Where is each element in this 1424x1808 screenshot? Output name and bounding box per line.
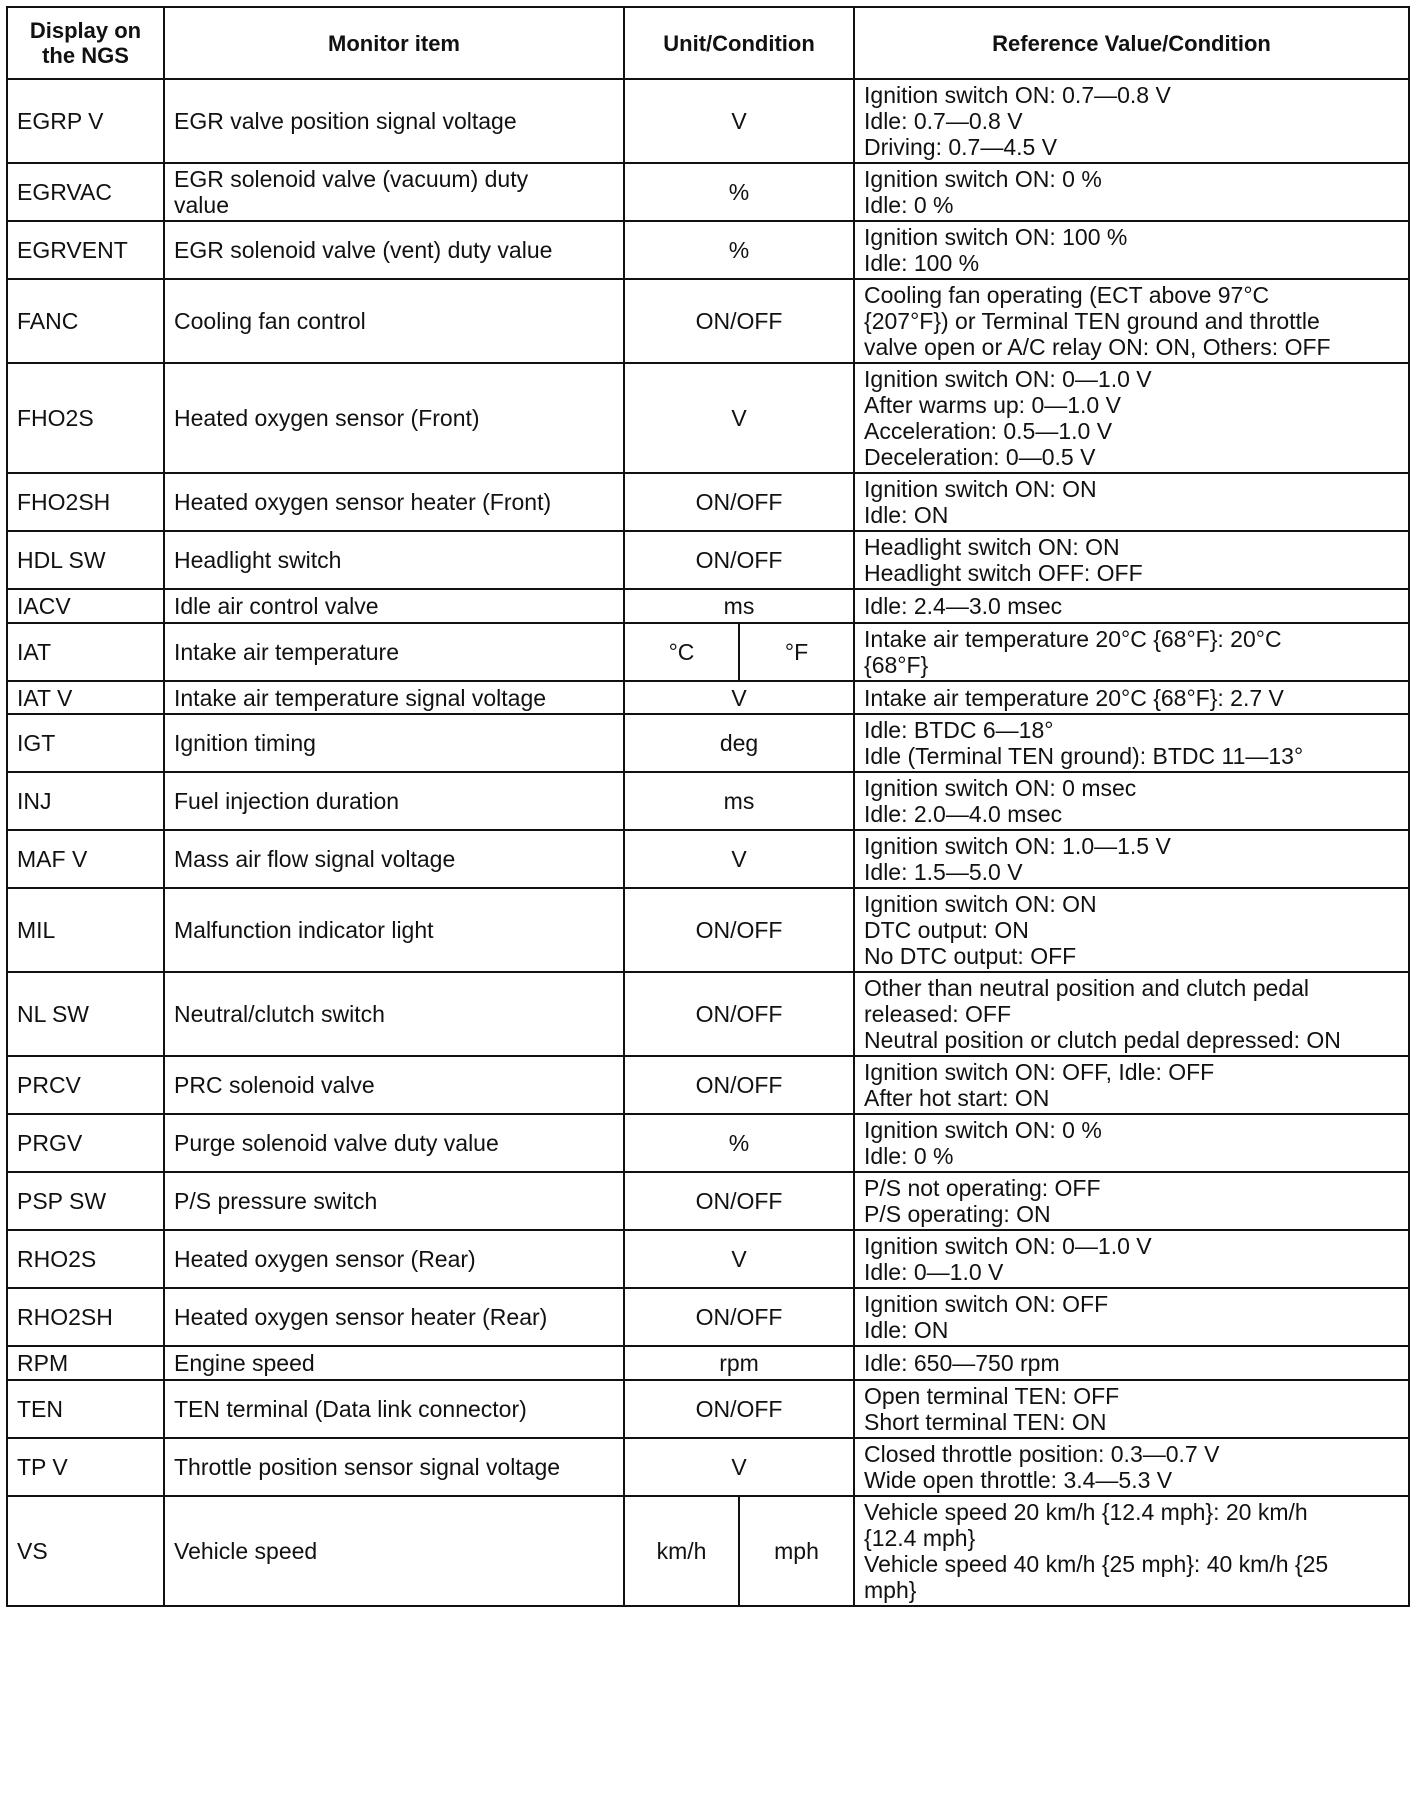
cell-monitor-item: Idle air control valve xyxy=(164,589,624,623)
cell-unit-metric: °C xyxy=(624,623,739,681)
table-row xyxy=(7,1438,1409,1496)
table-row xyxy=(7,163,1409,221)
cell-reference-value: Idle: 650—750 rpm xyxy=(854,1346,1409,1380)
cell-display-on-ngs: INJ xyxy=(7,772,164,830)
cell-display-on-ngs: VS xyxy=(7,1496,164,1606)
cell-display-on-ngs: HDL SW xyxy=(7,531,164,589)
cell-monitor-item: EGR valve position signal voltage xyxy=(164,79,624,163)
cell-display-on-ngs: PRCV xyxy=(7,1056,164,1114)
cell-reference-value: Ignition switch ON: ON Idle: ON xyxy=(854,473,1409,531)
cell-unit-condition: % xyxy=(624,163,854,221)
table-row xyxy=(7,1172,1409,1230)
cell-monitor-item: Engine speed xyxy=(164,1346,624,1380)
cell-unit-condition: V xyxy=(624,681,854,714)
cell-display-on-ngs: FHO2SH xyxy=(7,473,164,531)
cell-display-on-ngs: RHO2S xyxy=(7,1230,164,1288)
cell-reference-value: Intake air temperature 20°C {68°F}: 2.7 V xyxy=(854,681,1409,714)
cell-reference-value: Ignition switch ON: 0 % Idle: 0 % xyxy=(854,163,1409,221)
cell-unit-condition: ON/OFF xyxy=(624,972,854,1056)
header-reference-value: Reference Value/Condition xyxy=(854,7,1409,79)
table-row xyxy=(7,1230,1409,1288)
table-row xyxy=(7,714,1409,772)
cell-monitor-item: EGR solenoid valve (vent) duty value xyxy=(164,221,624,279)
cell-unit-condition: deg xyxy=(624,714,854,772)
cell-display-on-ngs: PRGV xyxy=(7,1114,164,1172)
table-row xyxy=(7,363,1409,473)
cell-monitor-item: Heated oxygen sensor heater (Rear) xyxy=(164,1288,624,1346)
table-row xyxy=(7,830,1409,888)
cell-monitor-item: Malfunction indicator light xyxy=(164,888,624,972)
cell-unit-condition: V xyxy=(624,830,854,888)
cell-monitor-item: Heated oxygen sensor (Rear) xyxy=(164,1230,624,1288)
cell-reference-value: Ignition switch ON: 0—1.0 V After warms up: 0—1.0 V Acceleration: 0.5—1.0 V Deceleration: 0—0.5 V xyxy=(854,363,1409,473)
cell-display-on-ngs: RHO2SH xyxy=(7,1288,164,1346)
cell-unit-condition: ON/OFF xyxy=(624,1288,854,1346)
cell-unit-condition: V xyxy=(624,1230,854,1288)
cell-reference-value: Idle: BTDC 6—18° Idle (Terminal TEN ground): BTDC 11—13° xyxy=(854,714,1409,772)
cell-reference-value: Intake air temperature 20°C {68°F}: 20°C {68°F} xyxy=(854,623,1409,681)
cell-unit-imperial: mph xyxy=(739,1496,854,1606)
cell-reference-value: Other than neutral position and clutch pedal released: OFF Neutral position or clutch pedal depressed: ON xyxy=(854,972,1409,1056)
cell-unit-condition: ON/OFF xyxy=(624,531,854,589)
cell-unit-condition: ON/OFF xyxy=(624,1172,854,1230)
cell-reference-value: Cooling fan operating (ECT above 97°C {207°F}) or Terminal TEN ground and throttle valve open or A/C relay ON: ON, Others: OFF xyxy=(854,279,1409,363)
cell-reference-value: P/S not operating: OFF P/S operating: ON xyxy=(854,1172,1409,1230)
cell-display-on-ngs: RPM xyxy=(7,1346,164,1380)
cell-display-on-ngs: IAT V xyxy=(7,681,164,714)
cell-reference-value: Idle: 2.4—3.0 msec xyxy=(854,589,1409,623)
table-row xyxy=(7,1114,1409,1172)
cell-monitor-item: Fuel injection duration xyxy=(164,772,624,830)
cell-reference-value: Ignition switch ON: 0 msec Idle: 2.0—4.0 msec xyxy=(854,772,1409,830)
cell-unit-condition: V xyxy=(624,363,854,473)
cell-display-on-ngs: IGT xyxy=(7,714,164,772)
cell-display-on-ngs: FHO2S xyxy=(7,363,164,473)
cell-monitor-item: Cooling fan control xyxy=(164,279,624,363)
cell-reference-value: Ignition switch ON: OFF, Idle: OFF After hot start: ON xyxy=(854,1056,1409,1114)
cell-unit-condition: ON/OFF xyxy=(624,1380,854,1438)
cell-display-on-ngs: EGRVENT xyxy=(7,221,164,279)
table-row xyxy=(7,623,1409,681)
cell-unit-condition: V xyxy=(624,79,854,163)
cell-unit-condition: ms xyxy=(624,772,854,830)
cell-reference-value: Open terminal TEN: OFF Short terminal TEN: ON xyxy=(854,1380,1409,1438)
cell-display-on-ngs: FANC xyxy=(7,279,164,363)
cell-unit-condition: % xyxy=(624,221,854,279)
table-row xyxy=(7,681,1409,714)
table-row xyxy=(7,473,1409,531)
cell-reference-value: Ignition switch ON: 0—1.0 V Idle: 0—1.0 V xyxy=(854,1230,1409,1288)
cell-monitor-item: Purge solenoid valve duty value xyxy=(164,1114,624,1172)
cell-reference-value: Ignition switch ON: 0 % Idle: 0 % xyxy=(854,1114,1409,1172)
cell-display-on-ngs: TP V xyxy=(7,1438,164,1496)
cell-monitor-item: Heated oxygen sensor (Front) xyxy=(164,363,624,473)
cell-monitor-item: Vehicle speed xyxy=(164,1496,624,1606)
table-row xyxy=(7,1288,1409,1346)
table-row xyxy=(7,279,1409,363)
table-row xyxy=(7,888,1409,972)
cell-unit-condition: ON/OFF xyxy=(624,888,854,972)
table-row xyxy=(7,1496,1409,1606)
cell-reference-value: Ignition switch ON: OFF Idle: ON xyxy=(854,1288,1409,1346)
cell-monitor-item: P/S pressure switch xyxy=(164,1172,624,1230)
cell-display-on-ngs: IAT xyxy=(7,623,164,681)
cell-unit-condition: ON/OFF xyxy=(624,1056,854,1114)
cell-unit-condition: V xyxy=(624,1438,854,1496)
cell-monitor-item: TEN terminal (Data link connector) xyxy=(164,1380,624,1438)
cell-unit-metric: km/h xyxy=(624,1496,739,1606)
cell-monitor-item: PRC solenoid valve xyxy=(164,1056,624,1114)
cell-monitor-item: Heated oxygen sensor heater (Front) xyxy=(164,473,624,531)
cell-monitor-item: Mass air flow signal voltage xyxy=(164,830,624,888)
cell-reference-value: Closed throttle position: 0.3—0.7 V Wide open throttle: 3.4—5.3 V xyxy=(854,1438,1409,1496)
cell-display-on-ngs: IACV xyxy=(7,589,164,623)
cell-unit-condition: % xyxy=(624,1114,854,1172)
cell-monitor-item: Neutral/clutch switch xyxy=(164,972,624,1056)
cell-unit-condition: ON/OFF xyxy=(624,279,854,363)
table-row xyxy=(7,221,1409,279)
cell-reference-value: Ignition switch ON: 1.0—1.5 V Idle: 1.5—5.0 V xyxy=(854,830,1409,888)
cell-monitor-item: Intake air temperature xyxy=(164,623,624,681)
cell-monitor-item: EGR solenoid valve (vacuum) duty value xyxy=(164,163,624,221)
header-unit-condition: Unit/Condition xyxy=(624,7,854,79)
header-display-on-ngs: Display on the NGS xyxy=(7,7,164,79)
cell-reference-value: Headlight switch ON: ON Headlight switch OFF: OFF xyxy=(854,531,1409,589)
cell-reference-value: Ignition switch ON: 100 % Idle: 100 % xyxy=(854,221,1409,279)
monitor-reference-table xyxy=(6,6,1410,1607)
table-row xyxy=(7,1346,1409,1380)
header-row xyxy=(7,7,1409,79)
cell-display-on-ngs: MIL xyxy=(7,888,164,972)
cell-unit-condition: ms xyxy=(624,589,854,623)
cell-reference-value: Ignition switch ON: ON DTC output: ON No DTC output: OFF xyxy=(854,888,1409,972)
cell-reference-value: Vehicle speed 20 km/h {12.4 mph}: 20 km/h {12.4 mph} Vehicle speed 40 km/h {25 mph}: 40 km/h {25 mph} xyxy=(854,1496,1409,1606)
cell-display-on-ngs: TEN xyxy=(7,1380,164,1438)
cell-display-on-ngs: EGRP V xyxy=(7,79,164,163)
table-row xyxy=(7,531,1409,589)
cell-unit-condition: rpm xyxy=(624,1346,854,1380)
table-row xyxy=(7,1380,1409,1438)
table-row xyxy=(7,1056,1409,1114)
cell-display-on-ngs: NL SW xyxy=(7,972,164,1056)
cell-monitor-item: Headlight switch xyxy=(164,531,624,589)
cell-reference-value: Ignition switch ON: 0.7—0.8 V Idle: 0.7—0.8 V Driving: 0.7—4.5 V xyxy=(854,79,1409,163)
cell-unit-imperial: °F xyxy=(739,623,854,681)
cell-unit-condition: ON/OFF xyxy=(624,473,854,531)
header-monitor-item: Monitor item xyxy=(164,7,624,79)
table-row xyxy=(7,972,1409,1056)
cell-display-on-ngs: MAF V xyxy=(7,830,164,888)
cell-monitor-item: Throttle position sensor signal voltage xyxy=(164,1438,624,1496)
cell-display-on-ngs: EGRVAC xyxy=(7,163,164,221)
table-row xyxy=(7,772,1409,830)
table-row xyxy=(7,589,1409,623)
cell-monitor-item: Ignition timing xyxy=(164,714,624,772)
table-row xyxy=(7,79,1409,163)
cell-monitor-item: Intake air temperature signal voltage xyxy=(164,681,624,714)
cell-display-on-ngs: PSP SW xyxy=(7,1172,164,1230)
